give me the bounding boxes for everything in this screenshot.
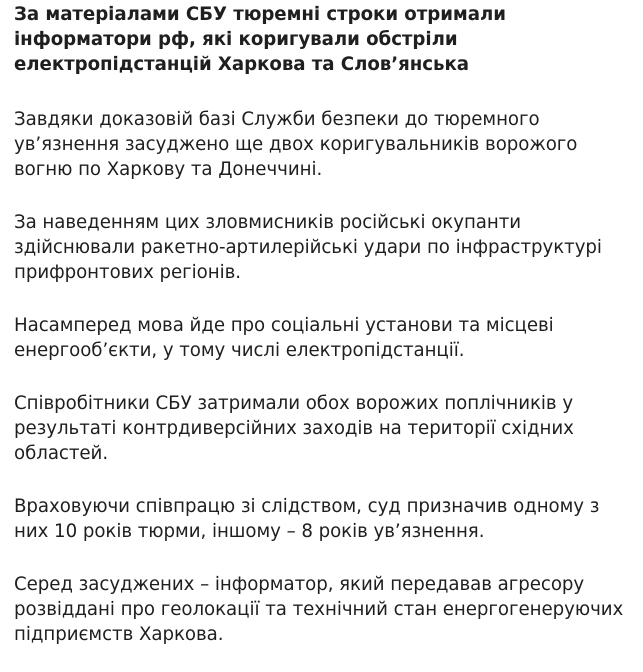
article-headline: За матеріалами СБУ тюремні строки отримали інформатори рф, які коригували обстріли електропідстанцій Харкова та Слов’янська	[14, 4, 506, 75]
article-paragraph: Серед засуджених – інформатор, який передавав агресору розвіддані про геолокації та технічний стан енергогенеруючих підприємств Харкова.	[14, 574, 624, 645]
article-paragraph: Завдяки доказовій базі Служби безпеки до тюремного ув’язнення засуджено ще двох коригувальників ворожого вогню по Харкову та Донеччині.	[14, 109, 578, 180]
article-paragraph: Враховуючи співпрацю зі слідством, суд призначив одному з них 10 років тюрми, іншому – 8 років ув’язнення.	[14, 496, 600, 542]
article-paragraph: Співробітники СБУ затримали обох ворожих поплічників у результаті контрдиверсійних заходів на території східних областей.	[14, 393, 574, 464]
article-paragraph: За наведенням цих зловмисників російські окупанти здійснювали ракетно-артилерійські удари по інфраструктурі прифронтових регіонів.	[14, 212, 602, 283]
article-paragraph: Насамперед мова йде про соціальні установи та місцеві енергооб’єкти, у тому числі електропідстанції.	[14, 315, 554, 361]
article-body	[14, 107, 643, 647]
